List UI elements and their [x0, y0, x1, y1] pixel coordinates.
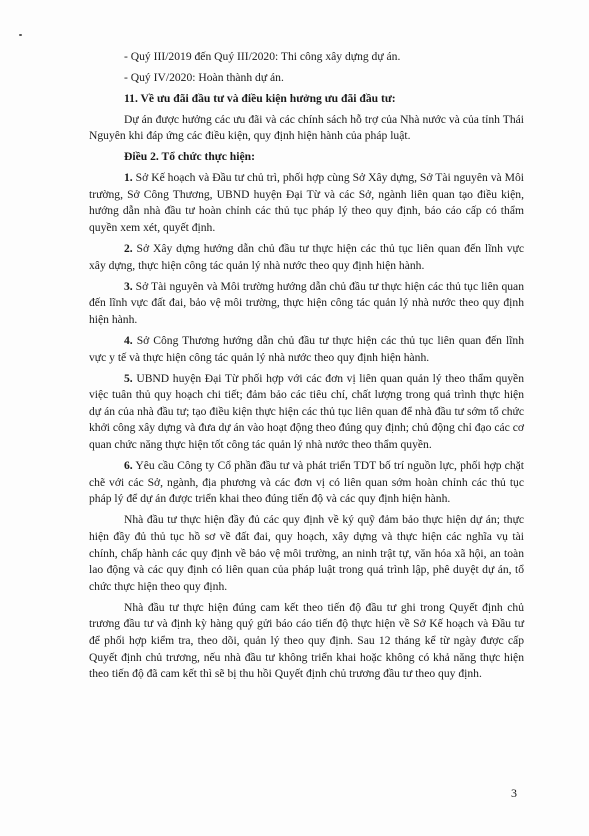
- article-2-item-3: [89, 279, 524, 329]
- article-2-heading: Điều 2. Tổ chức thực hiện:: [124, 150, 255, 164]
- article-2-item-6: [89, 458, 524, 508]
- schedule-item-1: - Quý III/2019 đến Quý III/2020: Thi công xây dựng dự án.: [124, 50, 401, 63]
- item-text: UBND huyện Đại Từ phối hợp với các đơn vị liên quan quản lý theo thẩm quyền việc tuân thủ quy hoạch chi tiết; đảm bảo các tiêu chí, chất lượng trong quá trình thực hiện dự án của nhà đầu tư; tạo điều kiện thực hiện các thủ tục liên quan để nhà đầu tư sớm tổ chức khởi công xây dựng và đưa dự án vào hoạt động theo đúng quy định; chủ động chỉ đạo các cơ quan chức năng thực hiện tốt công tác quản lý nhà nước theo thẩm quyền.: [89, 371, 524, 451]
- page-number: 3: [511, 786, 517, 800]
- scan-speck: [19, 34, 22, 36]
- item-text: Sở Kế hoạch và Đầu tư chủ trì, phối hợp cùng Sở Xây dựng, Sở Tài nguyên và Môi trường, Sở Công Thương, UBND huyện Đại Từ và các Sở, ngành liên quan tạo điều kiện, hướng dẫn nhà đầu tư hoàn chỉnh các thủ tục pháp lý theo quy định, báo cáo cấp có thẩm quyền xem xét, quyết định.: [89, 171, 524, 234]
- item-number: 6.: [124, 459, 133, 473]
- item-text: Yêu cầu Công ty Cổ phần đầu tư và phát triển TDT bố trí nguồn lực, phối hợp chặt chẽ với các Sở, ngành, địa phương và các đơn vị có liên quan sớm hoàn chỉnh các thủ tục pháp lý để dự án được triển khai theo đúng tiến độ và các quy định hiện hành.: [89, 459, 524, 506]
- article-2-item-4: [89, 333, 524, 366]
- investor-obligations-paragraph: Nhà đầu tư thực hiện đầy đủ các quy định về ký quỹ đảm bảo thực hiện dự án; thực hiện đầy đủ thủ tục hồ sơ về đất đai, quy hoạch, xây dựng và thực hiện các nghĩa vụ tài chính, chấp hành các quy định về bảo vệ môi trường, an ninh trật tự, văn hóa xã hội, an toàn lao động và các quy định có liên quan của pháp luật trong quá trình lập, phê duyệt dự án, tổ chức thực hiện theo quy định.: [89, 513, 524, 593]
- item-number: 2.: [124, 241, 133, 255]
- document-body: [89, 49, 524, 687]
- section-11-body: Dự án được hưởng các ưu đãi và các chính sách hỗ trợ của Nhà nước và của tỉnh Thái Nguyên khi đáp ứng các điều kiện, quy định hiện hành của pháp luật.: [89, 112, 524, 143]
- investor-schedule-paragraph: Nhà đầu tư thực hiện đúng cam kết theo tiến độ đầu tư ghi trong Quyết định chủ trương đầu tư và định kỳ hàng quý gửi báo cáo tiến độ thực hiện về Sở Kế hoạch và Đầu tư để phối hợp kiểm tra, theo dõi, quản lý theo quy định. Sau 12 tháng kể từ ngày được cấp Quyết định chủ trương, nếu nhà đầu tư không triển khai hoặc không có khả năng thực hiện theo tiến độ đã cam kết thì sẽ bị thu hồi Quyết định chủ trương đầu tư theo quy định.: [89, 600, 524, 681]
- article-2-item-2: [89, 241, 524, 274]
- item-text: Sở Xây dựng hướng dẫn chủ đầu tư thực hiện các thủ tục liên quan đến lĩnh vực xây dựng, thực hiện công tác quản lý nhà nước theo quy định hiện hành.: [89, 241, 524, 272]
- item-number: 1.: [124, 171, 133, 185]
- item-text: Sở Công Thương hướng dẫn chủ đầu tư thực hiện các thủ tục liên quan đến lĩnh vực y tế và thực hiện công tác quản lý nhà nước theo quy định hiện hành.: [89, 333, 524, 364]
- section-11-heading: 11. Về ưu đãi đầu tư và điều kiện hưởng ưu đãi đầu tư:: [124, 92, 396, 106]
- item-number: 5.: [124, 371, 133, 385]
- item-text: Sở Tài nguyên và Môi trường hướng dẫn chủ đầu tư thực hiện các thủ tục liên quan đến lĩnh vực đất đai, bảo vệ môi trường, thực hiện công tác quản lý nhà nước theo quy định hiện hành.: [89, 279, 524, 326]
- item-number: 4.: [124, 333, 133, 347]
- article-2-item-1: [89, 170, 524, 236]
- article-2-item-5: [89, 371, 524, 454]
- schedule-item-2: - Quý IV/2020: Hoàn thành dự án.: [124, 71, 284, 85]
- item-number: 3.: [124, 279, 133, 293]
